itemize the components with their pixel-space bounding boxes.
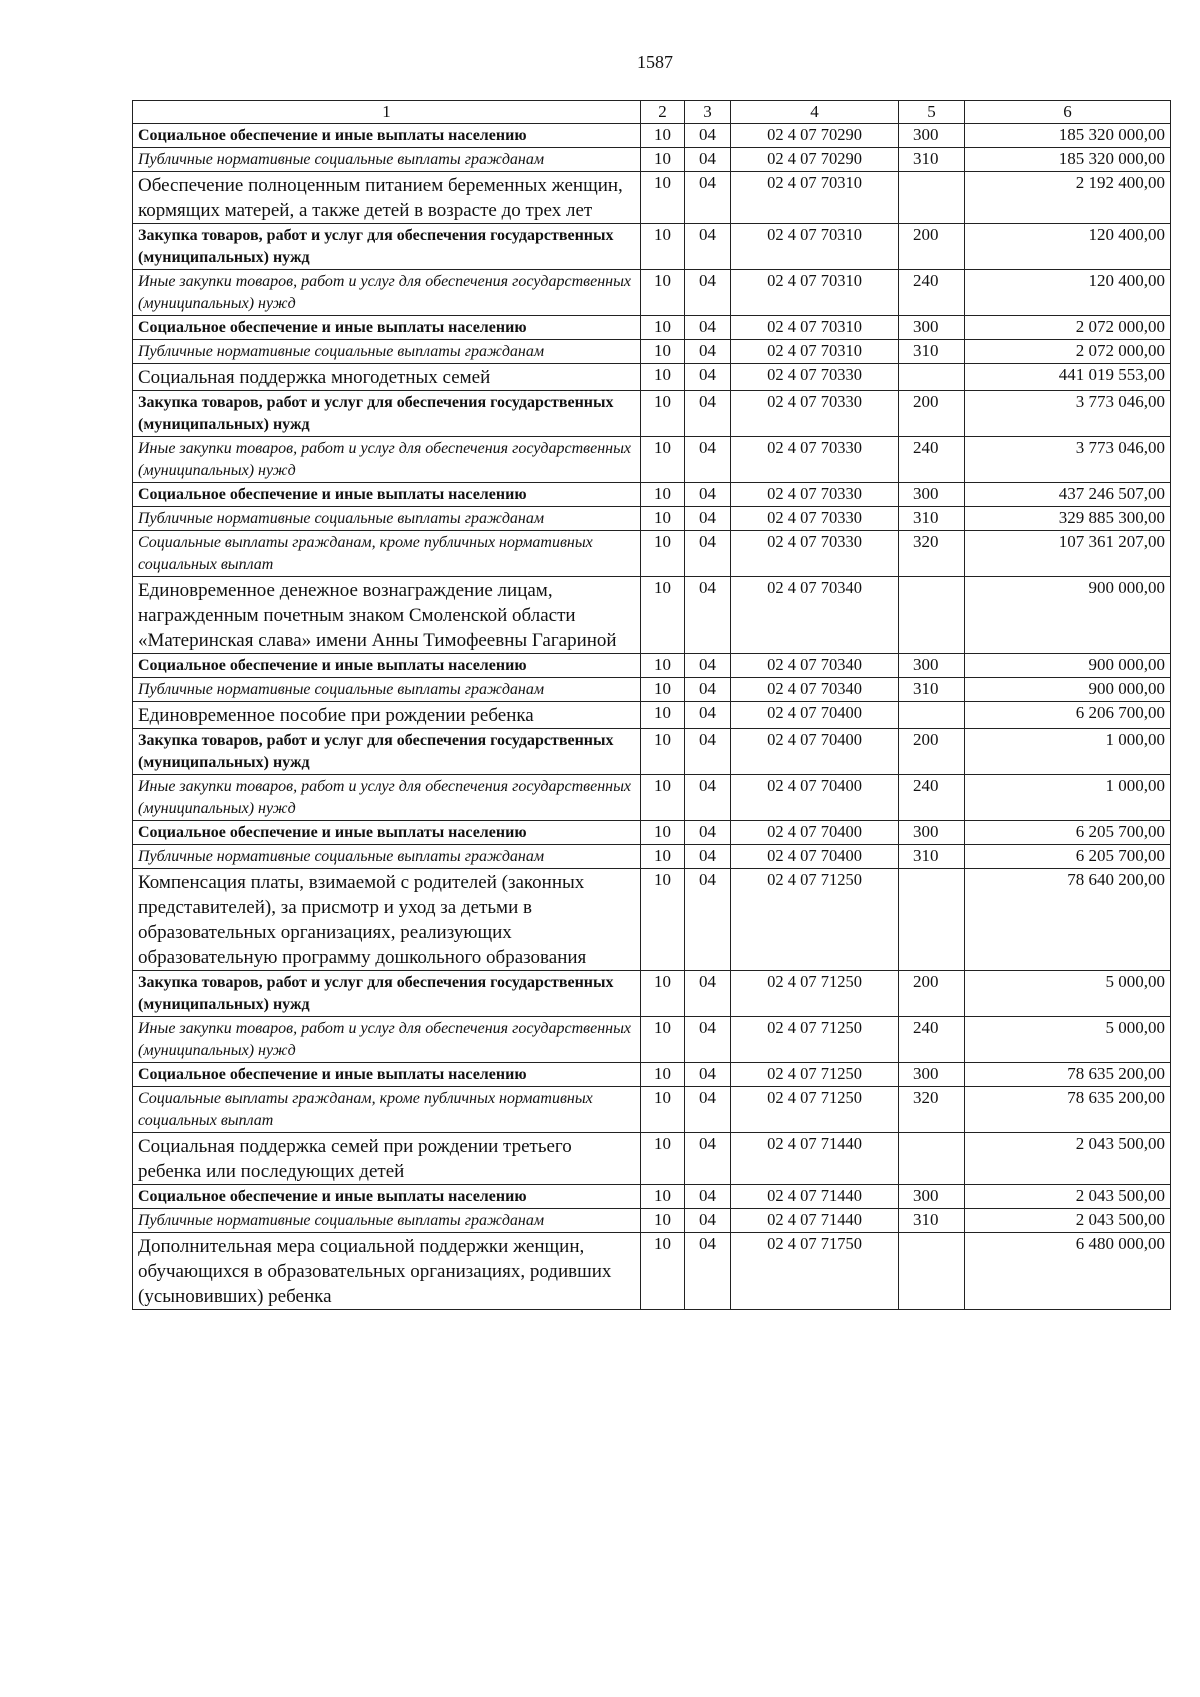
table-row — [133, 845, 1171, 869]
row-subsection: 04 — [685, 316, 731, 340]
row-section: 10 — [641, 1133, 685, 1185]
row-expense-type: 240 — [899, 775, 965, 821]
row-amount: 120 400,00 — [965, 224, 1171, 270]
row-target-code: 02 4 07 71250 — [731, 1017, 899, 1063]
row-expense-type — [899, 869, 965, 971]
row-name: Социальное обеспечение и иные выплаты населению — [133, 1063, 641, 1087]
table-row — [133, 124, 1171, 148]
row-amount: 6 480 000,00 — [965, 1233, 1171, 1310]
row-section: 10 — [641, 391, 685, 437]
row-target-code: 02 4 07 71250 — [731, 1087, 899, 1133]
row-subsection: 04 — [685, 1233, 731, 1310]
table-row — [133, 869, 1171, 971]
row-expense-type: 300 — [899, 124, 965, 148]
row-section: 10 — [641, 702, 685, 729]
row-target-code: 02 4 07 70330 — [731, 507, 899, 531]
row-target-code: 02 4 07 70310 — [731, 224, 899, 270]
row-expense-type — [899, 172, 965, 224]
row-name: Социальные выплаты гражданам, кроме публичных нормативных социальных выплат — [133, 1087, 641, 1133]
row-target-code: 02 4 07 70330 — [731, 437, 899, 483]
row-name: Закупка товаров, работ и услуг для обеспечения государственных (муниципальных) нужд — [133, 729, 641, 775]
row-amount: 78 635 200,00 — [965, 1087, 1171, 1133]
row-section: 10 — [641, 654, 685, 678]
row-name: Закупка товаров, работ и услуг для обеспечения государственных (муниципальных) нужд — [133, 391, 641, 437]
row-expense-type: 300 — [899, 483, 965, 507]
table-row — [133, 1087, 1171, 1133]
row-subsection: 04 — [685, 678, 731, 702]
row-subsection: 04 — [685, 1017, 731, 1063]
row-section: 10 — [641, 148, 685, 172]
row-section: 10 — [641, 340, 685, 364]
table-row — [133, 531, 1171, 577]
row-amount: 2 072 000,00 — [965, 316, 1171, 340]
row-subsection: 04 — [685, 124, 731, 148]
row-name: Социальная поддержка многодетных семей — [133, 364, 641, 391]
row-expense-type: 200 — [899, 391, 965, 437]
row-section: 10 — [641, 577, 685, 654]
row-amount: 120 400,00 — [965, 270, 1171, 316]
row-section: 10 — [641, 172, 685, 224]
row-expense-type: 240 — [899, 1017, 965, 1063]
row-target-code: 02 4 07 70290 — [731, 148, 899, 172]
row-name: Социальные выплаты гражданам, кроме публичных нормативных социальных выплат — [133, 531, 641, 577]
table-row — [133, 678, 1171, 702]
row-amount: 441 019 553,00 — [965, 364, 1171, 391]
table-row — [133, 821, 1171, 845]
row-subsection: 04 — [685, 531, 731, 577]
row-name: Социальное обеспечение и иные выплаты населению — [133, 483, 641, 507]
row-expense-type: 300 — [899, 821, 965, 845]
row-section: 10 — [641, 869, 685, 971]
row-expense-type: 300 — [899, 654, 965, 678]
table-row — [133, 437, 1171, 483]
table-row — [133, 1233, 1171, 1310]
row-subsection: 04 — [685, 702, 731, 729]
row-expense-type — [899, 1133, 965, 1185]
row-name: Публичные нормативные социальные выплаты гражданам — [133, 678, 641, 702]
row-section: 10 — [641, 270, 685, 316]
row-amount: 2 043 500,00 — [965, 1209, 1171, 1233]
row-section: 10 — [641, 729, 685, 775]
row-amount: 3 773 046,00 — [965, 437, 1171, 483]
row-section: 10 — [641, 775, 685, 821]
row-target-code: 02 4 07 70340 — [731, 577, 899, 654]
row-section: 10 — [641, 845, 685, 869]
row-expense-type — [899, 577, 965, 654]
row-subsection: 04 — [685, 1133, 731, 1185]
row-amount: 1 000,00 — [965, 775, 1171, 821]
row-name: Публичные нормативные социальные выплаты гражданам — [133, 340, 641, 364]
row-target-code: 02 4 07 71250 — [731, 971, 899, 1017]
row-target-code: 02 4 07 70340 — [731, 678, 899, 702]
row-section: 10 — [641, 507, 685, 531]
table-row — [133, 1209, 1171, 1233]
table-row — [133, 971, 1171, 1017]
row-target-code: 02 4 07 70310 — [731, 316, 899, 340]
row-subsection: 04 — [685, 971, 731, 1017]
table-row — [133, 483, 1171, 507]
header-row — [133, 101, 1171, 124]
table-row — [133, 775, 1171, 821]
row-subsection: 04 — [685, 507, 731, 531]
row-name: Дополнительная мера социальной поддержки женщин, обучающихся в образовательных организациях, родивших (усыновивших) ребенка — [133, 1233, 641, 1310]
row-section: 10 — [641, 437, 685, 483]
table-row — [133, 316, 1171, 340]
table-row — [133, 391, 1171, 437]
row-name: Социальное обеспечение и иные выплаты населению — [133, 821, 641, 845]
header-col-1: 1 — [133, 101, 641, 124]
row-section: 10 — [641, 364, 685, 391]
row-subsection: 04 — [685, 1063, 731, 1087]
row-name: Компенсация платы, взимаемой с родителей (законных представителей), за присмотр и уход за детьми в образовательных организациях, реализующих образовательную программу дошкольного образования — [133, 869, 641, 971]
row-name: Иные закупки товаров, работ и услуг для обеспечения государственных (муниципальных) нужд — [133, 1017, 641, 1063]
row-expense-type: 300 — [899, 316, 965, 340]
row-name: Единовременное пособие при рождении ребенка — [133, 702, 641, 729]
row-subsection: 04 — [685, 437, 731, 483]
row-name: Иные закупки товаров, работ и услуг для обеспечения государственных (муниципальных) нужд — [133, 437, 641, 483]
row-target-code: 02 4 07 70310 — [731, 172, 899, 224]
row-section: 10 — [641, 483, 685, 507]
table-row — [133, 172, 1171, 224]
row-name: Социальная поддержка семей при рождении третьего ребенка или последующих детей — [133, 1133, 641, 1185]
table-row — [133, 148, 1171, 172]
table-row — [133, 1063, 1171, 1087]
row-name: Закупка товаров, работ и услуг для обеспечения государственных (муниципальных) нужд — [133, 971, 641, 1017]
row-amount: 6 205 700,00 — [965, 845, 1171, 869]
row-expense-type: 240 — [899, 270, 965, 316]
table-row — [133, 507, 1171, 531]
table-row — [133, 729, 1171, 775]
row-subsection: 04 — [685, 869, 731, 971]
row-name: Социальное обеспечение и иные выплаты населению — [133, 654, 641, 678]
table-row — [133, 1133, 1171, 1185]
row-section: 10 — [641, 1233, 685, 1310]
row-target-code: 02 4 07 70340 — [731, 654, 899, 678]
table-row — [133, 654, 1171, 678]
table-body — [133, 124, 1171, 1310]
row-name: Публичные нормативные социальные выплаты гражданам — [133, 507, 641, 531]
header-col-2: 2 — [641, 101, 685, 124]
row-subsection: 04 — [685, 1185, 731, 1209]
row-section: 10 — [641, 678, 685, 702]
row-expense-type: 300 — [899, 1185, 965, 1209]
row-expense-type — [899, 364, 965, 391]
row-expense-type: 200 — [899, 224, 965, 270]
row-amount: 900 000,00 — [965, 577, 1171, 654]
row-subsection: 04 — [685, 729, 731, 775]
row-name: Социальное обеспечение и иные выплаты населению — [133, 124, 641, 148]
row-section: 10 — [641, 316, 685, 340]
row-target-code: 02 4 07 70310 — [731, 340, 899, 364]
row-subsection: 04 — [685, 364, 731, 391]
row-subsection: 04 — [685, 1209, 731, 1233]
row-name: Единовременное денежное вознаграждение лицам, награжденным почетным знаком Смоленской области «Материнская слава» имени Анны Тимофеевны Гагариной — [133, 577, 641, 654]
row-subsection: 04 — [685, 654, 731, 678]
header-col-3: 3 — [685, 101, 731, 124]
row-subsection: 04 — [685, 483, 731, 507]
row-expense-type: 310 — [899, 507, 965, 531]
row-name: Иные закупки товаров, работ и услуг для обеспечения государственных (муниципальных) нужд — [133, 775, 641, 821]
row-subsection: 04 — [685, 845, 731, 869]
row-amount: 2 043 500,00 — [965, 1133, 1171, 1185]
row-target-code: 02 4 07 70400 — [731, 775, 899, 821]
header-col-5: 5 — [899, 101, 965, 124]
row-expense-type: 310 — [899, 1209, 965, 1233]
row-name: Обеспечение полноценным питанием беременных женщин, кормящих матерей, а также детей в возрасте до трех лет — [133, 172, 641, 224]
row-target-code: 02 4 07 70400 — [731, 821, 899, 845]
row-target-code: 02 4 07 71440 — [731, 1185, 899, 1209]
row-target-code: 02 4 07 70310 — [731, 270, 899, 316]
row-expense-type: 240 — [899, 437, 965, 483]
row-subsection: 04 — [685, 172, 731, 224]
row-expense-type: 310 — [899, 148, 965, 172]
row-target-code: 02 4 07 70400 — [731, 729, 899, 775]
table-row — [133, 340, 1171, 364]
row-amount: 900 000,00 — [965, 678, 1171, 702]
row-name: Социальное обеспечение и иные выплаты населению — [133, 316, 641, 340]
row-amount: 329 885 300,00 — [965, 507, 1171, 531]
row-amount: 437 246 507,00 — [965, 483, 1171, 507]
row-expense-type: 320 — [899, 1087, 965, 1133]
row-amount: 107 361 207,00 — [965, 531, 1171, 577]
row-amount: 5 000,00 — [965, 971, 1171, 1017]
table-row — [133, 364, 1171, 391]
header-col-4: 4 — [731, 101, 899, 124]
row-amount: 5 000,00 — [965, 1017, 1171, 1063]
row-name: Публичные нормативные социальные выплаты гражданам — [133, 1209, 641, 1233]
row-amount: 78 640 200,00 — [965, 869, 1171, 971]
row-name: Иные закупки товаров, работ и услуг для обеспечения государственных (муниципальных) нужд — [133, 270, 641, 316]
page-number: 1587 — [637, 52, 673, 72]
row-name: Публичные нормативные социальные выплаты гражданам — [133, 148, 641, 172]
row-section: 10 — [641, 224, 685, 270]
row-target-code: 02 4 07 70400 — [731, 845, 899, 869]
row-expense-type: 320 — [899, 531, 965, 577]
row-subsection: 04 — [685, 340, 731, 364]
row-amount: 6 206 700,00 — [965, 702, 1171, 729]
row-amount: 2 192 400,00 — [965, 172, 1171, 224]
row-target-code: 02 4 07 70400 — [731, 702, 899, 729]
row-target-code: 02 4 07 70290 — [731, 124, 899, 148]
row-section: 10 — [641, 1017, 685, 1063]
row-subsection: 04 — [685, 1087, 731, 1133]
row-target-code: 02 4 07 70330 — [731, 364, 899, 391]
row-section: 10 — [641, 1063, 685, 1087]
row-target-code: 02 4 07 70330 — [731, 531, 899, 577]
row-target-code: 02 4 07 71440 — [731, 1209, 899, 1233]
row-section: 10 — [641, 1209, 685, 1233]
row-expense-type — [899, 702, 965, 729]
budget-table — [132, 100, 1171, 1310]
row-expense-type: 310 — [899, 845, 965, 869]
row-amount: 6 205 700,00 — [965, 821, 1171, 845]
row-subsection: 04 — [685, 775, 731, 821]
row-subsection: 04 — [685, 224, 731, 270]
row-amount: 78 635 200,00 — [965, 1063, 1171, 1087]
row-name: Социальное обеспечение и иные выплаты населению — [133, 1185, 641, 1209]
table-row — [133, 577, 1171, 654]
table-row — [133, 1185, 1171, 1209]
row-expense-type: 310 — [899, 678, 965, 702]
table-row — [133, 224, 1171, 270]
row-amount: 3 773 046,00 — [965, 391, 1171, 437]
row-section: 10 — [641, 1087, 685, 1133]
row-section: 10 — [641, 1185, 685, 1209]
row-target-code: 02 4 07 71440 — [731, 1133, 899, 1185]
row-target-code: 02 4 07 71750 — [731, 1233, 899, 1310]
row-subsection: 04 — [685, 577, 731, 654]
row-subsection: 04 — [685, 391, 731, 437]
row-name: Закупка товаров, работ и услуг для обеспечения государственных (муниципальных) нужд — [133, 224, 641, 270]
row-subsection: 04 — [685, 270, 731, 316]
table-row — [133, 270, 1171, 316]
row-expense-type: 200 — [899, 729, 965, 775]
row-amount: 2 072 000,00 — [965, 340, 1171, 364]
row-subsection: 04 — [685, 821, 731, 845]
row-section: 10 — [641, 821, 685, 845]
row-amount: 185 320 000,00 — [965, 124, 1171, 148]
row-section: 10 — [641, 531, 685, 577]
row-amount: 2 043 500,00 — [965, 1185, 1171, 1209]
row-amount: 900 000,00 — [965, 654, 1171, 678]
row-target-code: 02 4 07 71250 — [731, 869, 899, 971]
row-target-code: 02 4 07 71250 — [731, 1063, 899, 1087]
row-target-code: 02 4 07 70330 — [731, 391, 899, 437]
row-subsection: 04 — [685, 148, 731, 172]
row-expense-type: 310 — [899, 340, 965, 364]
row-amount: 185 320 000,00 — [965, 148, 1171, 172]
row-section: 10 — [641, 971, 685, 1017]
row-expense-type: 200 — [899, 971, 965, 1017]
header-col-6: 6 — [965, 101, 1171, 124]
row-section: 10 — [641, 124, 685, 148]
row-expense-type: 300 — [899, 1063, 965, 1087]
row-name: Публичные нормативные социальные выплаты гражданам — [133, 845, 641, 869]
row-amount: 1 000,00 — [965, 729, 1171, 775]
row-expense-type — [899, 1233, 965, 1310]
table-row — [133, 1017, 1171, 1063]
table-row — [133, 702, 1171, 729]
row-target-code: 02 4 07 70330 — [731, 483, 899, 507]
